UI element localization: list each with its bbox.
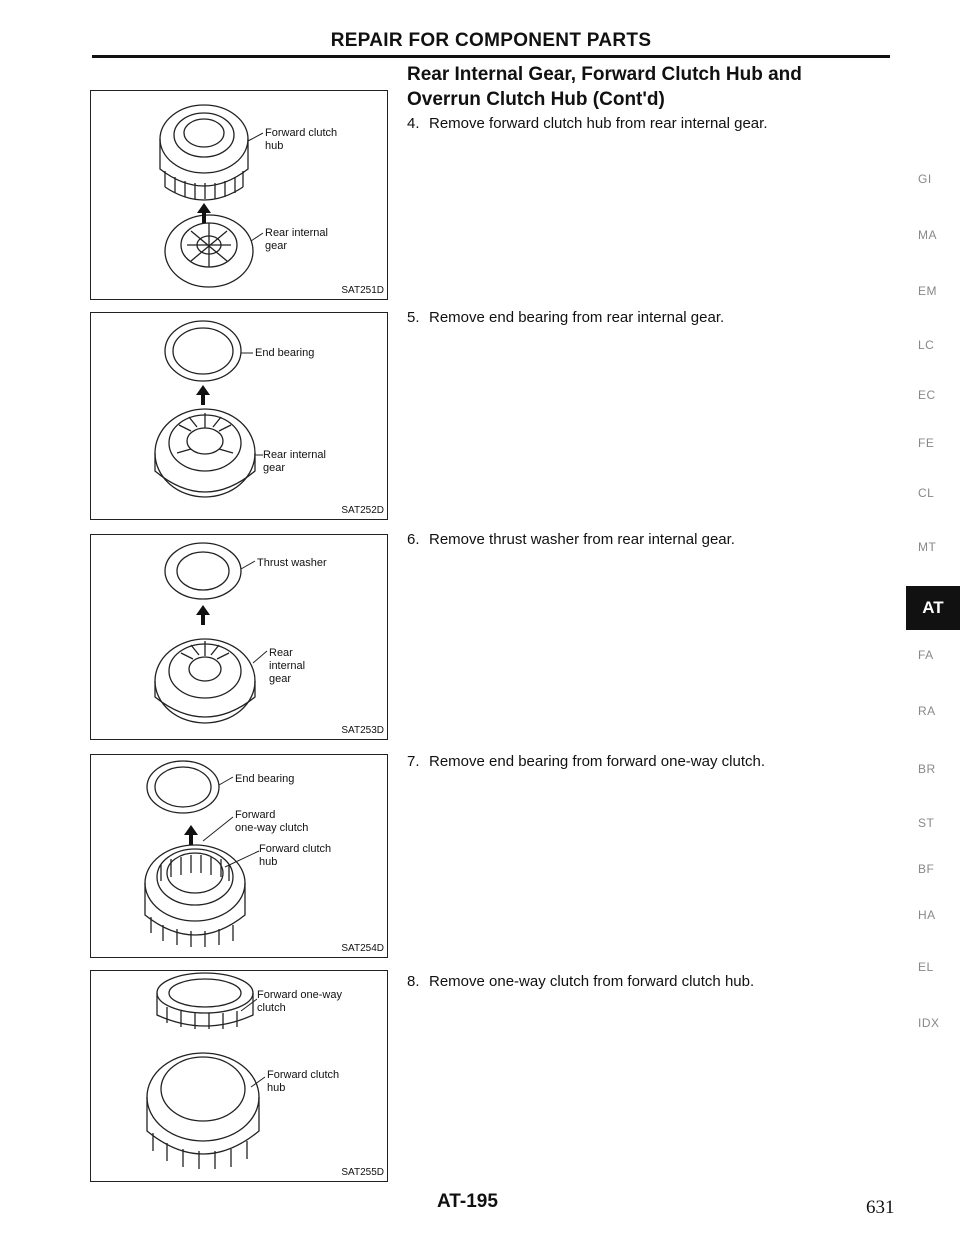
sidebar-item-st[interactable]: ST bbox=[918, 816, 935, 830]
footer-page-code: AT-195 bbox=[437, 1191, 498, 1212]
step-5 bbox=[407, 308, 724, 328]
step-number: 7. bbox=[407, 753, 420, 770]
step-number: 5. bbox=[407, 309, 420, 326]
step-text: Remove end bearing from forward one-way clutch. bbox=[429, 753, 765, 770]
sidebar-item-el[interactable]: EL bbox=[918, 960, 934, 974]
sidebar-item-bf[interactable]: BF bbox=[918, 862, 935, 876]
label-rear-internal-gear: Rear internal gear bbox=[263, 449, 326, 474]
sidebar-item-ma[interactable]: MA bbox=[918, 228, 937, 242]
label-rear-internal-gear: Rear internal gear bbox=[265, 227, 328, 252]
sidebar-item-fa[interactable]: FA bbox=[918, 648, 934, 662]
step-text: Remove forward clutch hub from rear internal gear. bbox=[429, 115, 768, 132]
label-forward-clutch-hub: Forward clutch hub bbox=[265, 127, 338, 152]
figure-sat253d bbox=[90, 534, 388, 740]
step-text: Remove end bearing from rear internal gear. bbox=[429, 309, 725, 326]
page-number: 631 bbox=[866, 1197, 895, 1218]
sidebar-item-br[interactable]: BR bbox=[918, 762, 936, 776]
sidebar-item-at[interactable]: AT bbox=[906, 586, 960, 630]
figure-sat255d bbox=[90, 970, 388, 1182]
figure-sat252d bbox=[90, 312, 388, 520]
figure-code: SAT251D bbox=[341, 285, 384, 296]
step-number: 6. bbox=[407, 531, 420, 548]
thrust-washer-gear-illustration bbox=[91, 535, 387, 739]
step-7 bbox=[407, 752, 765, 772]
arrow-up-icon bbox=[196, 605, 210, 625]
sidebar-item-lc[interactable]: LC bbox=[918, 338, 935, 352]
label-forward-one-way-clutch: Forward one-way clutch bbox=[257, 989, 342, 1014]
step-4 bbox=[407, 114, 768, 134]
sidebar-item-mt[interactable]: MT bbox=[918, 540, 937, 554]
label-forward-clutch-hub: Forward clutch hub bbox=[267, 1069, 340, 1094]
step-number: 4. bbox=[407, 115, 420, 132]
step-6 bbox=[407, 530, 735, 550]
end-bearing-gear-illustration bbox=[91, 313, 387, 519]
figure-code: SAT252D bbox=[341, 505, 384, 516]
arrow-up-icon bbox=[197, 203, 211, 223]
sidebar-item-cl[interactable]: CL bbox=[918, 486, 935, 500]
title-line-1: Rear Internal Gear, Forward Clutch Hub and bbox=[407, 64, 802, 85]
sidebar-item-idx[interactable]: IDX bbox=[918, 1016, 940, 1030]
label-forward-one-way-clutch: Forward one-way clutch bbox=[235, 809, 309, 834]
sidebar-item-ec[interactable]: EC bbox=[918, 388, 936, 402]
step-text: Remove one-way clutch from forward clutch hub. bbox=[429, 973, 755, 990]
sidebar-item-fe[interactable]: FE bbox=[918, 436, 935, 450]
title-line-2: Overrun Clutch Hub (Cont'd) bbox=[407, 89, 665, 110]
step-number: 8. bbox=[407, 973, 420, 990]
figure-code: SAT255D bbox=[341, 1167, 384, 1178]
figure-sat254d bbox=[90, 754, 388, 958]
sidebar-item-em[interactable]: EM bbox=[918, 284, 937, 298]
step-8 bbox=[407, 972, 754, 992]
clutch-hub-gear-illustration bbox=[91, 91, 387, 299]
step-text: Remove thrust washer from rear internal gear. bbox=[429, 531, 735, 548]
header-rule bbox=[92, 55, 890, 58]
sidebar-item-ha[interactable]: HA bbox=[918, 908, 936, 922]
label-end-bearing: End bearing bbox=[255, 347, 315, 359]
figure-code: SAT253D bbox=[341, 725, 384, 736]
arrow-up-icon bbox=[184, 825, 198, 845]
label-end-bearing: End bearing bbox=[235, 773, 295, 785]
arrow-up-icon bbox=[196, 385, 210, 405]
sidebar-item-gi[interactable]: GI bbox=[918, 172, 932, 186]
label-forward-clutch-hub: Forward clutch hub bbox=[259, 843, 332, 868]
figure-sat251d bbox=[90, 90, 388, 300]
label-rear-internal-gear: Rear internal gear bbox=[269, 647, 306, 685]
label-thrust-washer: Thrust washer bbox=[257, 557, 327, 569]
sidebar-item-ra[interactable]: RA bbox=[918, 704, 936, 718]
one-way-clutch-hub-illustration bbox=[91, 971, 387, 1181]
figure-code: SAT254D bbox=[341, 943, 384, 954]
page-title bbox=[407, 62, 887, 112]
section-header: REPAIR FOR COMPONENT PARTS bbox=[330, 30, 652, 51]
